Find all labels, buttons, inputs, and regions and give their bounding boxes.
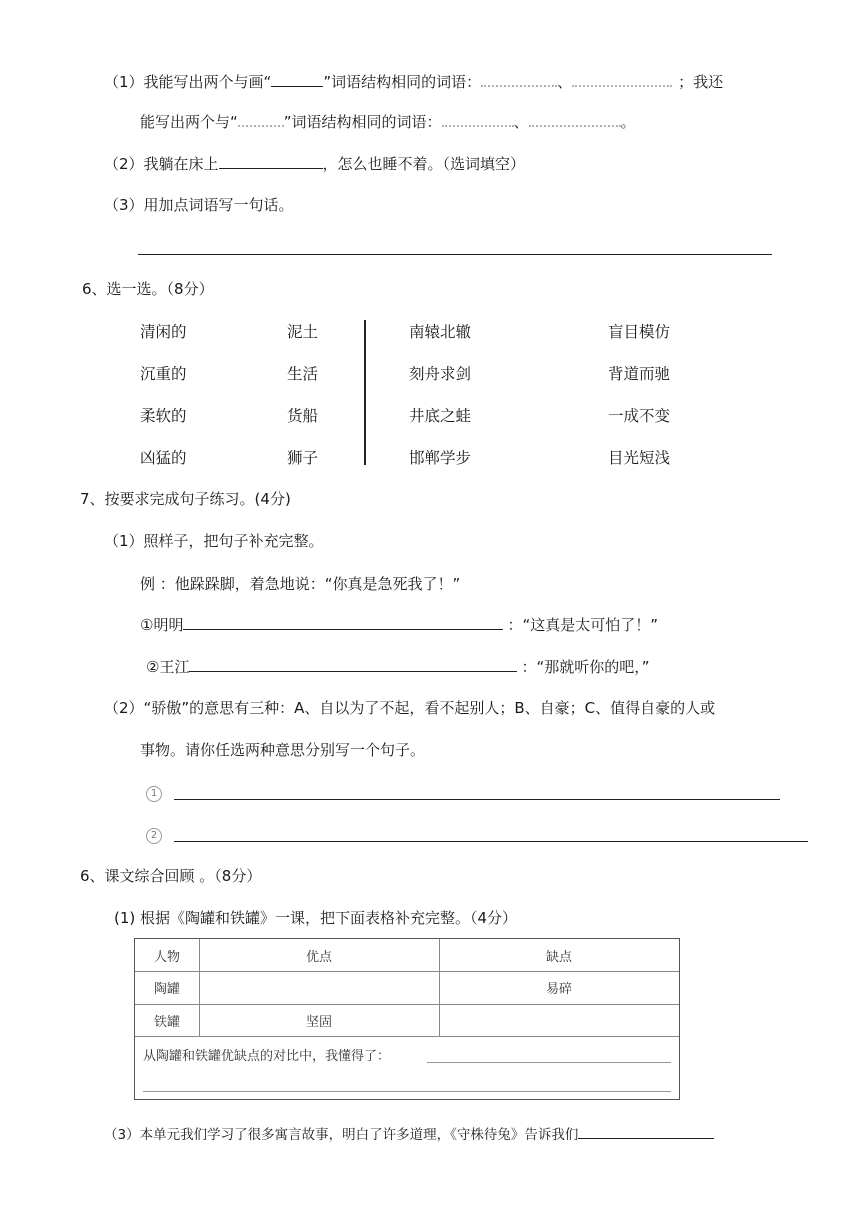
table-footer-line-1[interactable] bbox=[427, 1062, 671, 1063]
q7-sentence-1: ①明明 ：“这真是太可怕了！” bbox=[140, 613, 658, 636]
q6-idiom-a-1: 南辕北辙 bbox=[409, 323, 472, 341]
q6-left-adj-4: 凶猛的 bbox=[140, 449, 187, 467]
blank-word-3[interactable] bbox=[442, 111, 514, 127]
blank-sentence-2[interactable] bbox=[189, 655, 517, 672]
row-clay-pot-merit-blank[interactable] bbox=[199, 971, 439, 1004]
row-iron-pot-person: 铁罐 bbox=[153, 1014, 180, 1030]
header-flaw: 缺点 bbox=[545, 949, 572, 965]
q5-part1-line2: 能写出两个与“ ”词语结构相同的词语： 、 。 bbox=[140, 113, 636, 131]
answer-line-q7-1[interactable] bbox=[174, 799, 780, 800]
q5-part1-line1: （1）我能写出两个与画“ ”词语结构相同的词语： 、 ；我还 bbox=[104, 70, 723, 93]
header-merit: 优点 bbox=[305, 949, 332, 965]
q7-answer-1 bbox=[146, 782, 170, 804]
blank-underlined-word[interactable] bbox=[271, 70, 323, 87]
blank-fable-lesson[interactable] bbox=[578, 1122, 714, 1139]
blank-choose-word[interactable] bbox=[219, 152, 323, 169]
circled-number-2: 2 bbox=[146, 828, 162, 844]
q6-title: 6、选一选。（8分） bbox=[82, 280, 214, 298]
circled-number-1: 1 bbox=[146, 786, 162, 802]
q5-part2: （2）我躺在床上 ，怎么也睡不着。（选词填空） bbox=[104, 152, 525, 175]
q6-left-adj-3: 柔软的 bbox=[140, 407, 187, 425]
q7-part2-line1: （2）“骄傲”的意思有三种：A、自以为了不起，看不起别人；B、自豪；C、值得自豪的人或 bbox=[104, 699, 716, 717]
row-iron-pot-merit: 坚固 bbox=[305, 1014, 332, 1030]
q7-part2-line2: 事物。请你任选两种意思分别写一个句子。 bbox=[140, 741, 426, 759]
q7-example: 例 ：他跺跺脚，着急地说：“你真是急死我了！” bbox=[140, 575, 461, 593]
q6-left-noun-2: 生活 bbox=[287, 365, 319, 383]
q7-answer-2 bbox=[146, 824, 170, 846]
q7-sentence-2: ②王江 ：“那就听你的吧，” bbox=[146, 655, 650, 678]
q6-left-noun-4: 狮子 bbox=[287, 449, 319, 467]
q6-divider bbox=[364, 320, 366, 465]
q6-idiom-b-1: 盲目模仿 bbox=[608, 323, 671, 341]
q6-left-adj-1: 清闲的 bbox=[140, 323, 187, 341]
answer-line-q7-2[interactable] bbox=[174, 841, 808, 842]
table-footer-line-2[interactable] bbox=[143, 1091, 671, 1092]
q6-idiom-b-4: 目光短浅 bbox=[608, 449, 671, 467]
answer-line-q5-3[interactable] bbox=[138, 254, 772, 255]
blank-structure-word[interactable] bbox=[238, 111, 284, 127]
blank-word-2[interactable] bbox=[572, 71, 672, 87]
q7-part1: （1）照样子，把句子补充完整。 bbox=[104, 532, 324, 550]
q6-left-noun-3: 货船 bbox=[287, 407, 319, 425]
q6-left-noun-1: 泥土 bbox=[287, 323, 319, 341]
q5-part3: （3）用加点词语写一句话。 bbox=[104, 196, 294, 214]
comparison-table bbox=[134, 938, 680, 1100]
q6-idiom-b-3: 一成不变 bbox=[608, 407, 671, 425]
q6-idiom-a-3: 井底之蛙 bbox=[409, 407, 472, 425]
blank-word-4[interactable] bbox=[529, 111, 621, 127]
q6-left-adj-2: 沉重的 bbox=[140, 365, 187, 383]
row-clay-pot-person: 陶罐 bbox=[153, 982, 180, 997]
table-footer-prompt: 从陶罐和铁罐优缺点的对比中，我懂得了： bbox=[143, 1049, 391, 1064]
q6-idiom-a-4: 邯郸学步 bbox=[409, 449, 472, 467]
q8-part1: (1) 根据《陶罐和铁罐》一课，把下面表格补充完整。（4分） bbox=[114, 909, 518, 927]
row-iron-pot-flaw-blank[interactable] bbox=[439, 1004, 679, 1036]
q6-idiom-b-2: 背道而驰 bbox=[608, 365, 671, 383]
row-clay-pot-flaw: 易碎 bbox=[545, 982, 572, 997]
header-person: 人物 bbox=[153, 949, 180, 965]
blank-sentence-1[interactable] bbox=[183, 613, 503, 630]
q8-part3: （3）本单元我们学习了很多寓言故事，明白了许多道理，《守株待兔》告诉我们 bbox=[104, 1122, 714, 1146]
q7-title: 7、按要求完成句子练习。(4分) bbox=[80, 490, 291, 508]
blank-word-1[interactable] bbox=[481, 71, 557, 87]
q8-title: 6、课文综合回顾 。（8分） bbox=[80, 867, 262, 885]
q6-idiom-a-2: 刻舟求剑 bbox=[409, 365, 472, 383]
